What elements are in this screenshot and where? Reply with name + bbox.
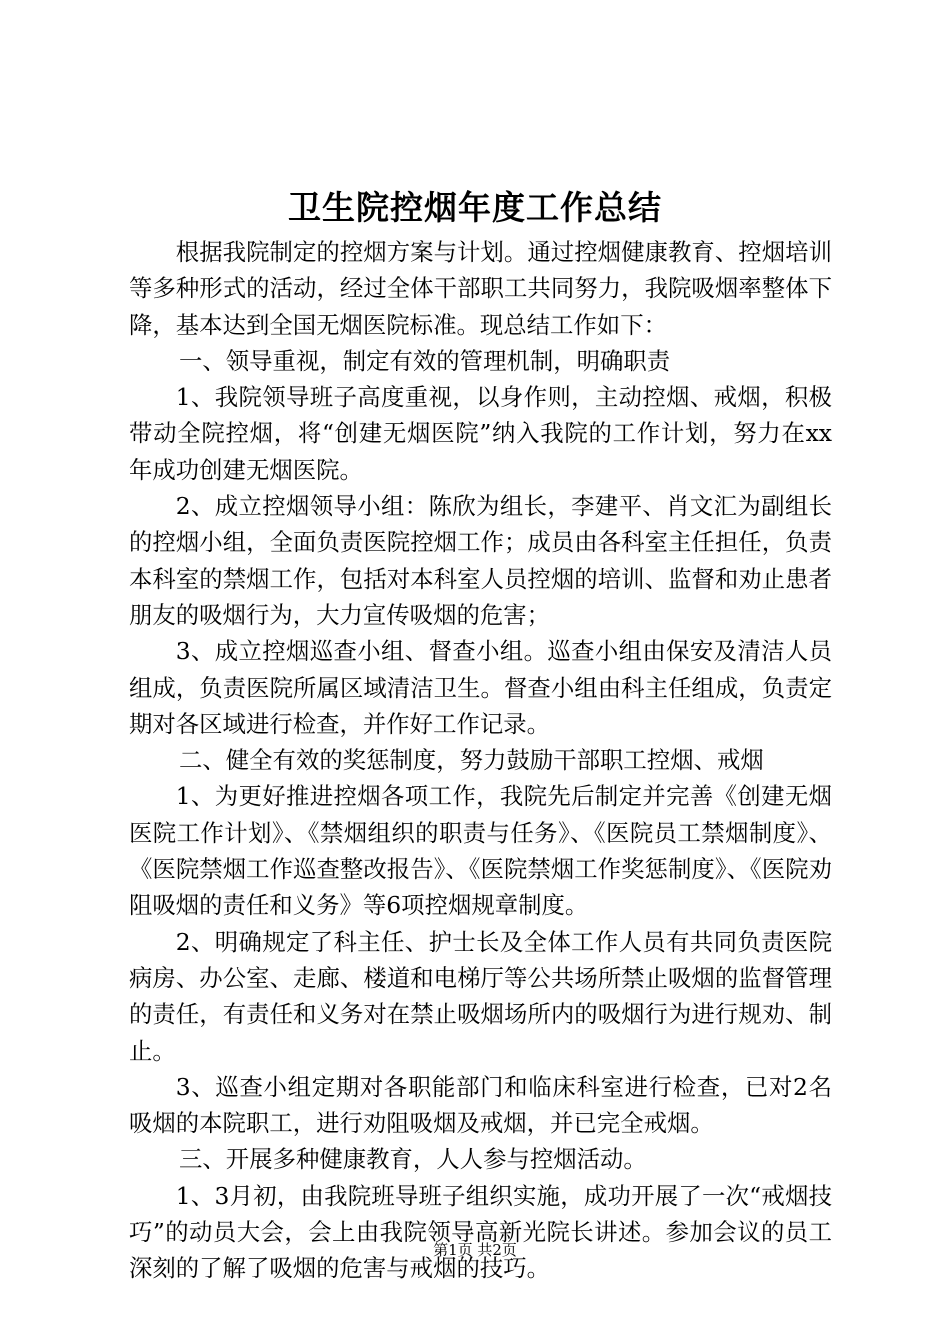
section-heading-1: 一、领导重视，制定有效的管理机制，明确职责 [179, 346, 671, 375]
page-number-footer: 第1页 共2页 [433, 1241, 517, 1259]
document-title: 卫生院控烟年度工作总结 [288, 188, 662, 227]
paragraph-2-1: 1、为更好推进控烟各项工作，我院先后制定并完善《创建无烟医院工作计划》、《禁烟组织的职责与任务》、《医院员工禁烟制度》、《医院禁烟工作巡查整改报告》、《医院禁烟工作奖惩制度》、《医院劝阻吸烟的责任和义务》等6项控烟规章制度。 [129, 782, 832, 920]
section-heading-2: 二、健全有效的奖惩制度，努力鼓励干部职工控烟、戒烟 [179, 746, 764, 775]
document-body [129, 234, 832, 1287]
section-heading-3: 三、开展多种健康教育，人人参与控烟活动。 [179, 1145, 647, 1174]
paragraph-intro: 根据我院制定的控烟方案与计划。通过控烟健康教育、控烟培训等多种形式的活动，经过全体干部职工共同努力，我院吸烟率整体下降，基本达到全国无烟医院标准。现总结工作如下： [129, 238, 832, 339]
paragraph-2-2: 2、明确规定了科主任、护士长及全体工作人员有共同负责医院病房、办公室、走廊、楼道和电梯厅等公共场所禁止吸烟的监督管理的责任，有责任和义务对在禁止吸烟场所内的吸烟行为进行规劝、制止。 [129, 927, 832, 1065]
paragraph-1-3: 3、成立控烟巡查小组、督查小组。巡查小组由保安及清洁人员组成，负责医院所属区域清洁卫生。督查小组由科主任组成，负责定期对各区域进行检查，并作好工作记录。 [129, 637, 832, 738]
paragraph-3-1: 1、3月初，由我院班导班子组织实施，成功开展了一次“戒烟技巧”的动员大会，会上由我院领导高新光院长讲述。参加会议的员工深刻的了解了吸烟的危害与戒烟的技巧。 [129, 1181, 832, 1283]
paragraph-2-3: 3、巡查小组定期对各职能部门和临床科室进行检查，已对2名吸烟的本院职工，进行劝阻吸烟及戒烟，并已完全戒烟。 [129, 1072, 832, 1138]
paragraph-1-2: 2、成立控烟领导小组：陈欣为组长，李建平、肖文汇为副组长的控烟小组，全面负责医院控烟工作；成员由各科室主任担任，负责本科室的禁烟工作，包括对本科室人员控烟的培训、监督和劝止患者朋友的吸烟行为，大力宣传吸烟的危害； [129, 492, 832, 629]
paragraph-1-1: 1、我院领导班子高度重视，以身作则，主动控烟、戒烟，积极带动全院控烟，将“创建无烟医院”纳入我院的工作计划，努力在xx年成功创建无烟医院。 [129, 383, 832, 484]
